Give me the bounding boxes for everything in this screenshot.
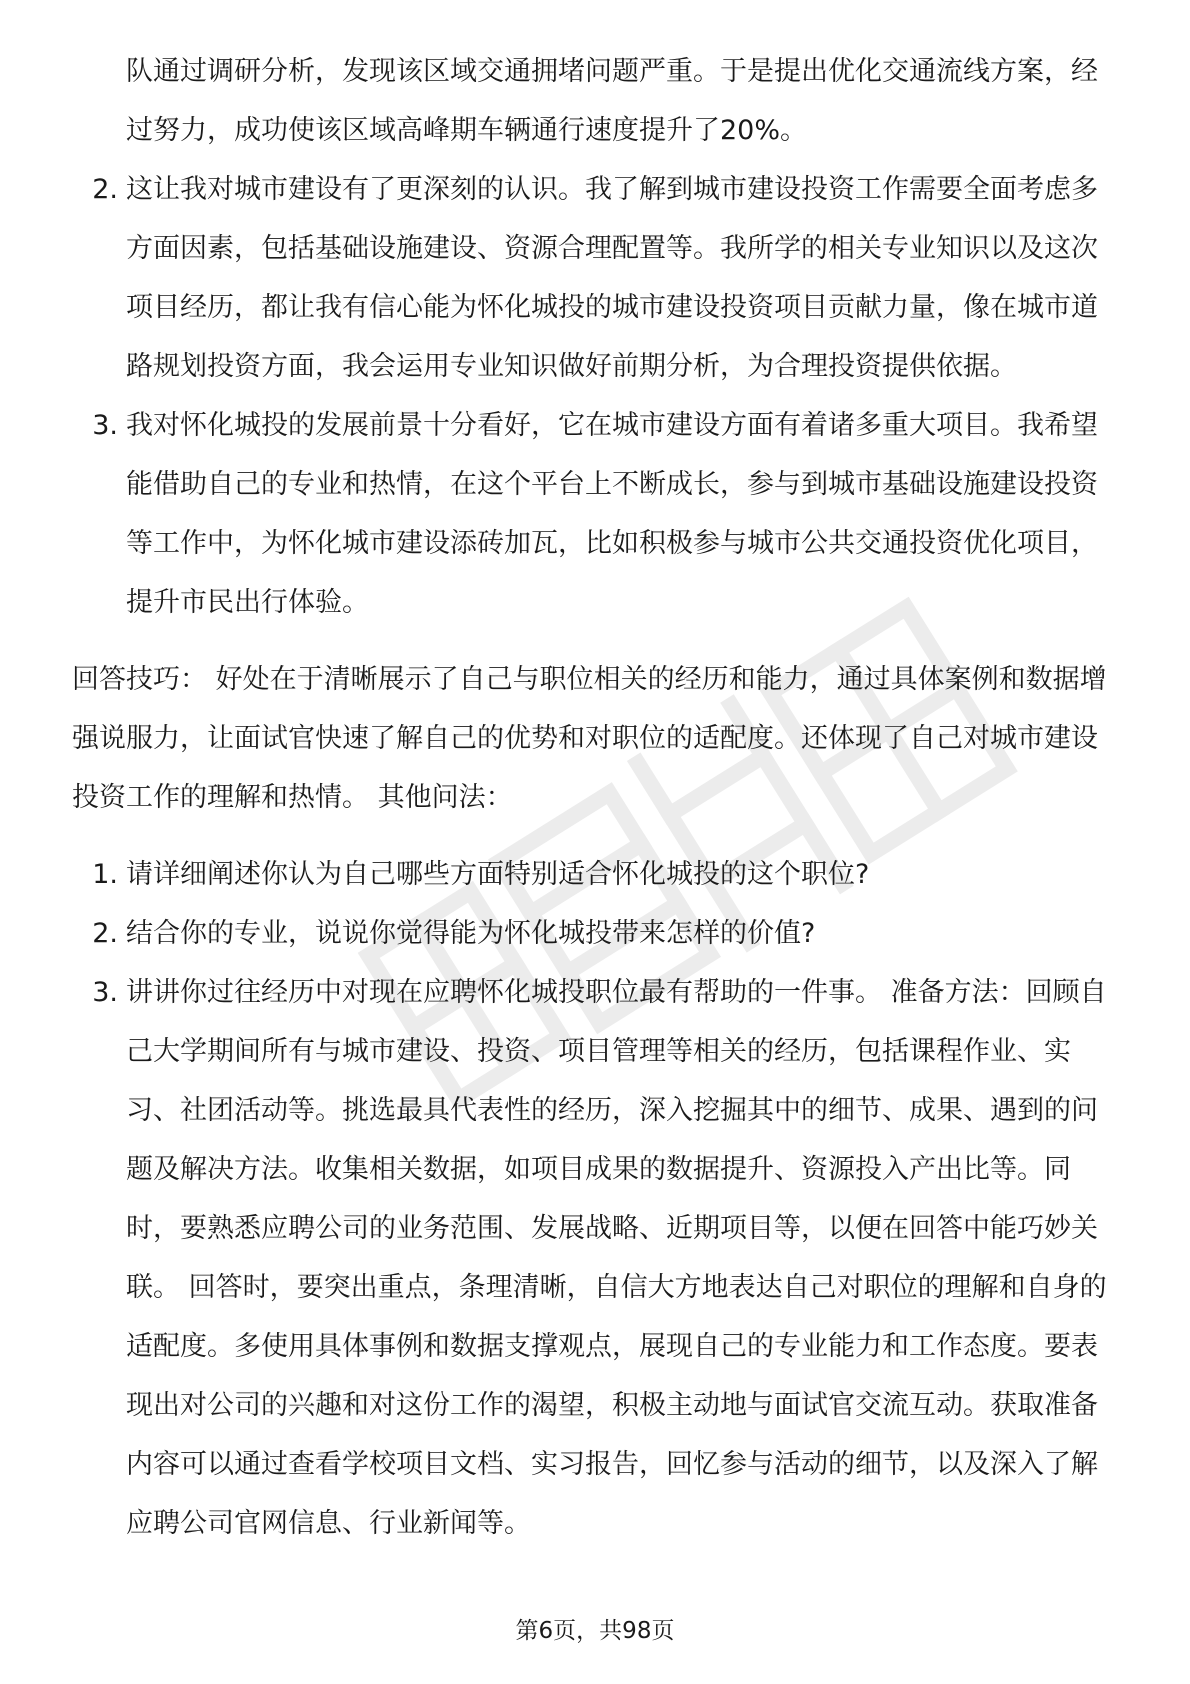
list-number: 3. xyxy=(92,977,118,1008)
answer-list xyxy=(72,160,1120,632)
list-item-text: 我对怀化城投的发展前景十分看好，它在城市建设方面有着诸多重大项目。我希望能借助自己的专业和热情，在这个平台上不断成长，参与到城市基础设施建设投资等工作中，为怀化城市建设添砖加瓦，比如积极参与城市公共交通投资优化项目，提升市民出行体验。 xyxy=(126,410,1098,618)
answer-tips-paragraph: 回答技巧： 好处在于清晰展示了自己与职位相关的经历和能力，通过具体案例和数据增强说服力，让面试官快速了解自己的优势和对职位的适配度。还体现了自己对城市建设投资工作的理解和热情。 其他问法： xyxy=(72,664,1107,813)
list-item-text: 请详细阐述你认为自己哪些方面特别适合怀化城投的这个职位? xyxy=(126,859,870,890)
list-item xyxy=(72,160,1120,396)
list-number: 2. xyxy=(92,918,118,949)
list-item-text: 讲讲你过往经历中对现在应聘怀化城投职位最有帮助的一件事。 准备方法：回顾自己大学期间所有与城市建设、投资、项目管理等相关的经历，包括课程作业、实习、社团活动等。挑选最具代表性的经历，深入挖掘其中的细节、成果、遇到的问题及解决方法。收集相关数据，如项目成果的数据提升、资源投入产出比等。同时，要熟悉应聘公司的业务范围、发展战略、近期项目等，以便在回答中能巧妙关联。 回答时，要突出重点，条理清晰，自信大方地表达自己对职位的理解和自身的适配度。多使用具体事例和数据支撑观点，展现自己的专业能力和工作态度。要表现出对公司的兴趣和对这份工作的渴望，积极主动地与面试官交流互动。获取准备内容可以通过查看学校项目文档、实习报告，回忆参与活动的细节，以及深入了解应聘公司官网信息、行业新闻等。 xyxy=(126,977,1107,1539)
continuation-paragraph: 队通过调研分析，发现该区域交通拥堵问题严重。于是提出优化交通流线方案，经过努力，成功使该区域高峰期车辆通行速度提升了20%。 xyxy=(126,56,1098,146)
page-footer: 第6页，共98页 xyxy=(515,1618,675,1644)
list-item xyxy=(72,845,1120,904)
list-item xyxy=(72,904,1120,963)
page-content xyxy=(72,42,1120,1553)
other-questions-list xyxy=(72,845,1120,1553)
list-item-text: 这让我对城市建设有了更深刻的认识。我了解到城市建设投资工作需要全面考虑多方面因素，包括基础设施建设、资源合理配置等。我所学的相关专业知识以及这次项目经历，都让我有信心能为怀化城投的城市建设投资项目贡献力量，像在城市道路规划投资方面，我会运用专业知识做好前期分析，为合理投资提供依据。 xyxy=(126,174,1098,382)
list-item xyxy=(72,963,1120,1553)
list-number: 3. xyxy=(92,410,118,441)
list-item xyxy=(72,396,1120,632)
list-number: 1. xyxy=(92,859,118,890)
list-number: 2. xyxy=(92,174,118,205)
list-item-text: 结合你的专业，说说你觉得能为怀化城投带来怎样的价值? xyxy=(126,918,816,949)
